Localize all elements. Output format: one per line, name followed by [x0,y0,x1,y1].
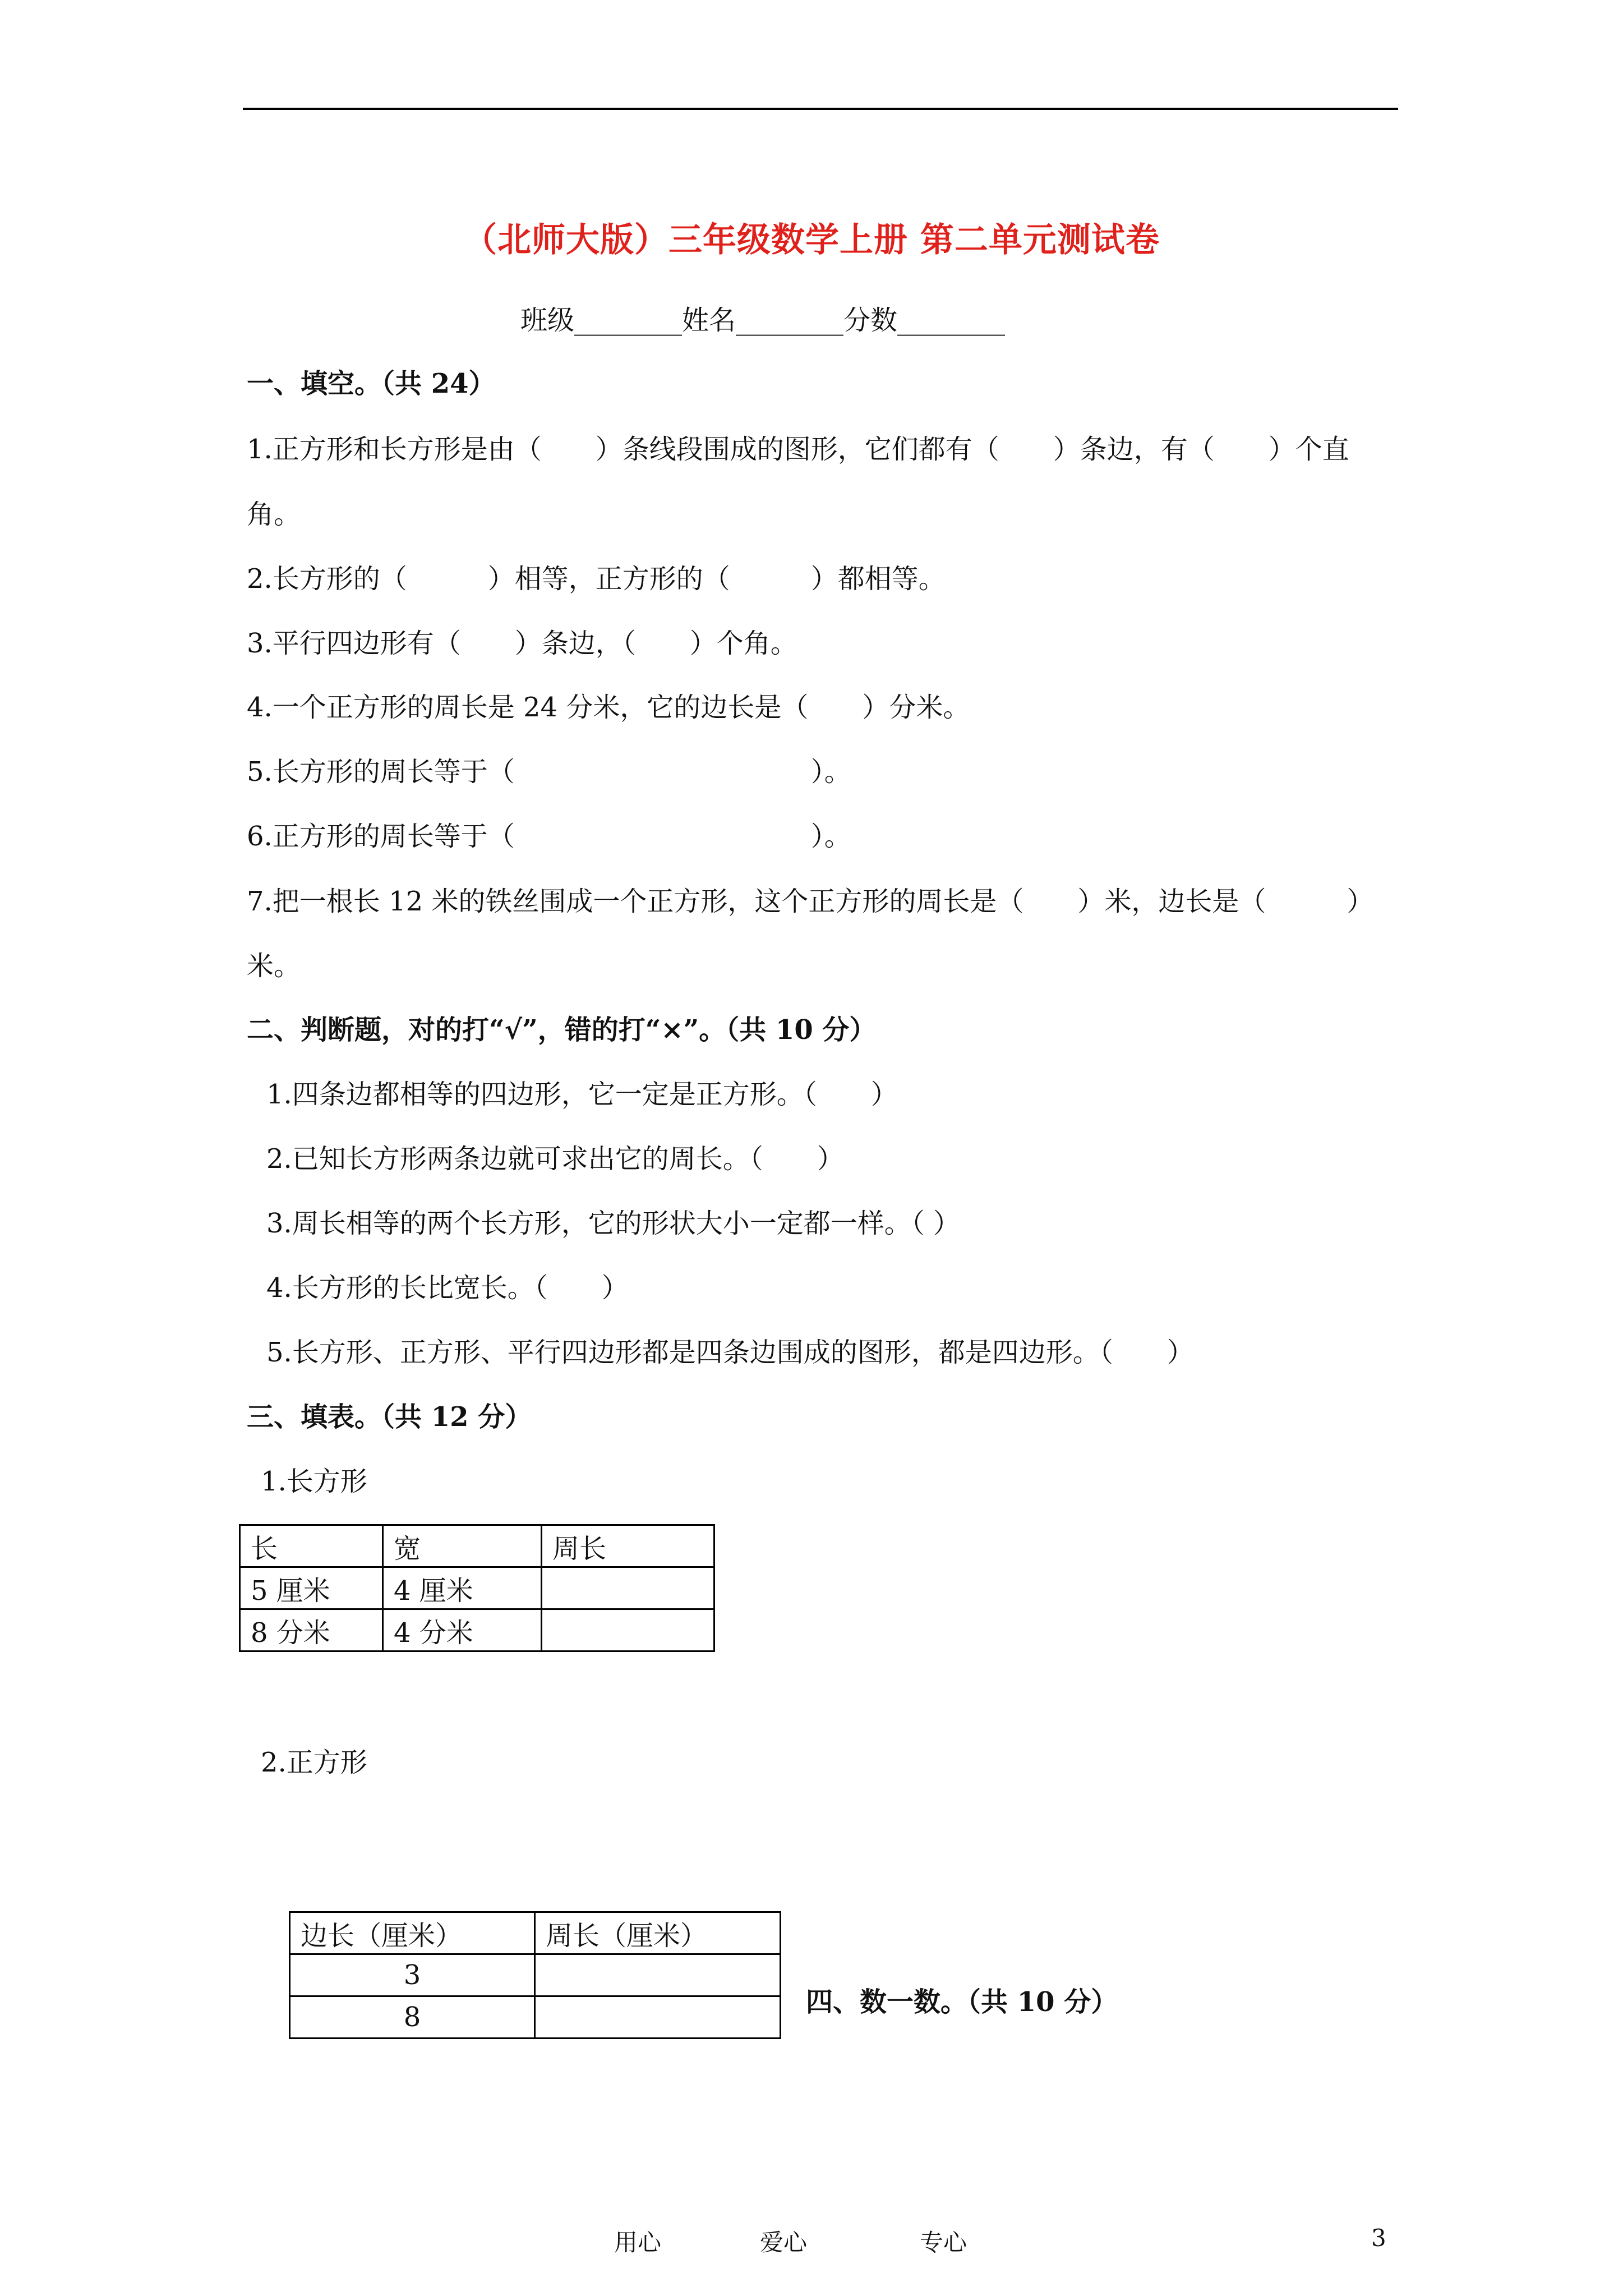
table-header-cell: 周长 [542,1525,714,1567]
table-cell [535,1954,781,1996]
table-row [290,1996,781,2039]
table1-label: 1.长方形 [261,1466,367,1497]
table-cell [542,1609,714,1651]
section2-line: 1.四条边都相等的四边形，它一定是正方形。（ ） [266,1079,898,1110]
table-header-row [290,1912,781,1954]
student-info-line: 班级________姓名________分数________ [520,305,1006,336]
page-title: （北师大版）三年级数学上册 第二单元测试卷 [463,220,1160,260]
table-header-cell: 边长（厘米） [290,1912,535,1954]
section1-line: 2.长方形的（ ）相等，正方形的（ ）都相等。 [247,563,946,595]
square-table [289,1911,781,2039]
table-row [240,1567,714,1609]
section2-heading: 二、判断题，对的打“√”，错的打“×”。（共 10 分） [247,1014,877,1046]
section2-line: 4.长方形的长比宽长。（ ） [266,1272,629,1304]
table-row [240,1609,714,1651]
section1-line: 1.正方形和长方形是由（ ）条线段围成的图形，它们都有（ ）条边，有（ ）个直 [247,434,1349,465]
table-cell: 8 [290,1996,535,2039]
footer-text-left: 用心 [614,2229,662,2256]
section4-heading: 四、数一数。（共 10 分） [806,1986,1118,2018]
table-header-cell: 周长（厘米） [535,1912,781,1954]
footer-text-right: 专心 [920,2229,967,2256]
section2-line: 3.周长相等的两个长方形，它的形状大小一定都一样。（ ） [266,1208,961,1239]
table-cell: 4 分米 [383,1609,542,1651]
table-cell [542,1567,714,1609]
table-cell: 4 厘米 [383,1567,542,1609]
section1-line: 4.一个正方形的周长是 24 分米，它的边长是（ ）分米。 [247,692,970,723]
page-number: 3 [1371,2224,1386,2252]
section1-line: 5.长方形的周长等于（ ）。 [247,756,851,788]
section1-heading: 一、填空。（共 24） [247,368,496,399]
table2-label: 2.正方形 [261,1747,367,1778]
table-cell: 5 厘米 [240,1567,383,1609]
footer-text-middle: 爱心 [760,2229,808,2256]
section3-heading: 三、填表。（共 12 分） [247,1401,532,1433]
section1-line: 3.平行四边形有（ ）条边，（ ）个角。 [247,628,797,659]
table-row [290,1954,781,1996]
section1-line: 米。 [247,950,301,982]
table-header-cell: 宽 [383,1525,542,1567]
section1-line: 角。 [247,499,301,530]
header-rule [243,108,1398,110]
section1-line: 6.正方形的周长等于（ ）。 [247,821,851,852]
table-header-row [240,1525,714,1567]
table-cell: 3 [290,1954,535,1996]
table-header-cell: 长 [240,1525,383,1567]
rectangle-table [239,1524,715,1652]
section1-line: 7.把一根长 12 米的铁丝围成一个正方形，这个正方形的周长是（ ）米，边长是（ ） [247,886,1374,917]
section2-line: 5.长方形、正方形、平行四边形都是四条边围成的图形，都是四边形。（ ） [266,1337,1194,1368]
table-cell: 8 分米 [240,1609,383,1651]
section2-line: 2.已知长方形两条边就可求出它的周长。（ ） [266,1143,844,1175]
table-cell [535,1996,781,2039]
